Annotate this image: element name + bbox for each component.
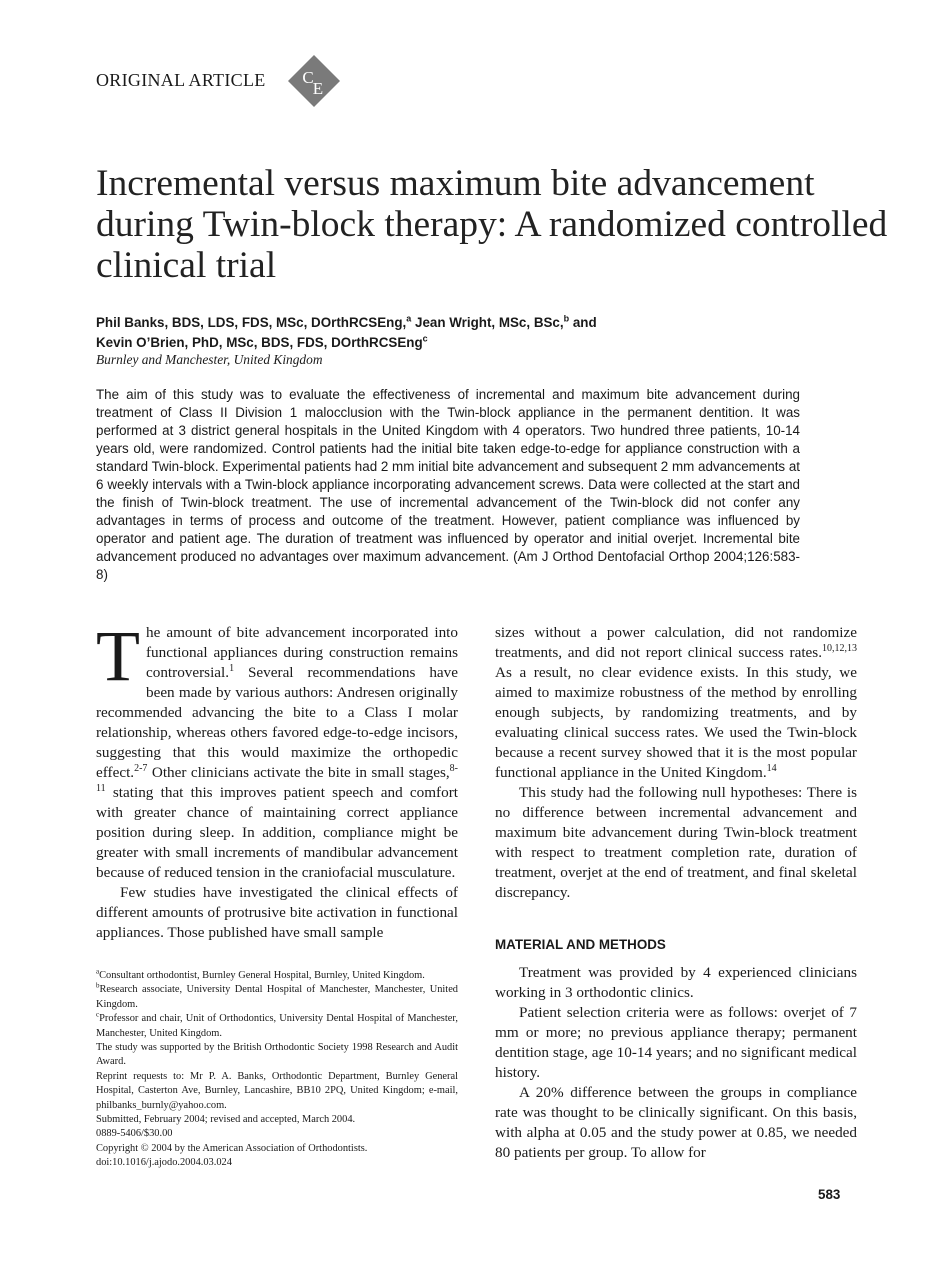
body-paragraph: This study had the following null hypotheses: There is no difference between incremental advancement and maximum bite advancement during Twin-block treatment with respect to treatment completion rate, duration of treatment, overjet at the end of treatment, and final skeletal discrepancy. bbox=[495, 784, 857, 901]
footnote-issn: 0889-5406/$30.00 bbox=[96, 1128, 173, 1140]
continuing-education-badge-icon bbox=[287, 54, 341, 108]
author-list bbox=[96, 313, 876, 353]
author-location: Burnley and Manchester, United Kingdom bbox=[96, 352, 323, 367]
body-paragraph: The amount of bite advancement incorporated into functional appliances during construction remains controversial.$^1$ Several recommendations have been made by various authors: Andresen originally recommended advancing the bite to a Class I molar relationship, whereas others favored edge-to-edge incisors, suggesting that this would maximize the orthopedic effect.$^{2-7}$ Other clinicians activate the bite in small stages,$^{8-11}$ stating that this improves patient speech and comfort with greater chance of maintaining correct appliance position during sleep. In addition, compliance might be greater with small increments of mandibular advancement because of reduced tension in the craniofacial musculature. bbox=[96, 616, 458, 881]
footnotes bbox=[96, 969, 458, 1171]
footnote-reprint: Reprint requests to: Mr P. A. Banks, Orthodontic Department, Burnley General Hospital, Casterton Ave, Burnley, Lancashire, BB10 2PQ, United Kingdom; e-mail, philbanks_burnly@yahoo.com. bbox=[96, 1070, 458, 1111]
citation: 14 bbox=[766, 762, 777, 774]
body-paragraph: A 20% difference between the groups in compliance rate was thought to be clinically significant. On this basis, with alpha at 0.05 and the study power at 0.85, we needed 80 patients per group. To allow for bbox=[495, 1084, 857, 1161]
author-affiliation-mark: c bbox=[422, 333, 428, 344]
author-name: Kevin O’Brien, PhD, MSc, BDS, FDS, DOrthRCSEng bbox=[96, 335, 423, 350]
footnote-affiliation: $^c$Professor and chair, Unit of Orthodontics, University Dental Hospital of Manchester, Manchester, United Kingdom. bbox=[96, 1010, 458, 1039]
citation: 8-11 bbox=[96, 762, 458, 794]
body-column-left bbox=[96, 616, 458, 943]
footnote-doi: doi:10.1016/j.ajodo.2004.03.024 bbox=[96, 1157, 232, 1169]
footnote-affiliation: $^a$Consultant orthodontist, Burnley General Hospital, Burnley, United Kingdom. bbox=[96, 967, 425, 981]
author-conjunction: and bbox=[572, 315, 597, 330]
body-paragraph: Few studies have investigated the clinical effects of different amounts of protrusive bite activation in functional appliances. Those published have small sample bbox=[96, 884, 458, 941]
drop-cap: T bbox=[96, 616, 140, 696]
ce-badge-letter-c: C bbox=[302, 68, 314, 87]
citation: 2-7 bbox=[134, 762, 148, 774]
body-paragraph: Treatment was provided by 4 experienced clinicians working in 3 orthodontic clinics. bbox=[495, 964, 857, 1001]
body-paragraph: Patient selection criteria were as follows: overjet of 7 mm or more; no previous appliance therapy; permanent dentition stage, age 10-14 years; and no significant medical history. bbox=[495, 1004, 857, 1081]
citation: 10,12,13 bbox=[822, 642, 857, 654]
article-title: Incremental versus maximum bite advancement during Twin-block therapy: A randomized controlled clinical trial bbox=[96, 163, 888, 286]
author-affiliation-mark: a bbox=[406, 313, 412, 324]
footnote-funding: The study was supported by the British Orthodontic Society 1998 Research and Audit Award. bbox=[96, 1042, 458, 1068]
footnote-submitted: Submitted, February 2004; revised and accepted, March 2004. bbox=[96, 1114, 356, 1126]
citation: 1 bbox=[229, 662, 235, 674]
author-name: Jean Wright, MSc, BSc, bbox=[415, 315, 564, 330]
abstract: The aim of this study was to evaluate the effectiveness of incremental and maximum bite advancement during treatment of Class II Division 1 malocclusion with the Twin-block appliance in the permanent dentition. It was performed at 3 district general hospitals in the United Kingdom with 4 operators. Two hundred three patients, 10-14 years old, were randomized. Control patients had the initial bite taken edge-to-edge for appliance construction with a standard Twin-block. Experimental patients had 2 mm initial bite advancement and subsequent 2 mm advancements at 6 weekly intervals with a Twin-block appliance incorporating advancement screws. Data were collected at the start and the finish of Twin-block treatment. The use of incremental advancement of the Twin-block did not confer any advantages in terms of process and outcome of the treatment. However, patient compliance was influenced by operator and patient age. The duration of treatment was influenced by operator and initial overjet. Incremental bite advancement produced no advantages over maximum advancement. (Am J Orthod Dentofacial Orthop 2004;126:583-8) bbox=[96, 387, 800, 582]
body-column-right bbox=[495, 623, 857, 1163]
section-heading: MATERIAL AND METHODS bbox=[495, 937, 666, 952]
page-number: 583 bbox=[818, 1187, 841, 1202]
footnote-copyright: Copyright © 2004 by the American Association of Orthodontists. bbox=[96, 1142, 368, 1154]
section-label: ORIGINAL ARTICLE bbox=[96, 70, 266, 90]
ce-badge-letter-e: E bbox=[312, 79, 324, 98]
body-paragraph: sizes without a power calculation, did not randomize treatments, and did not report clinical success rates.$^{10,12,13}$ As a result, no clear evidence exists. In this study, we aimed to maximize robustness of the method by enrolling enough subjects, by randomizing treatments, and by evaluating clinical success rates. We used the Twin-block because a recent survey showed that it is the most popular functional appliance in the United Kingdom.$^{14}$ bbox=[495, 624, 857, 781]
footnote-affiliation: $^b$Research associate, University Dental Hospital of Manchester, Manchester, United Kingdom. bbox=[96, 981, 458, 1010]
author-name: Phil Banks, BDS, LDS, FDS, MSc, DOrthRCSEng, bbox=[96, 315, 407, 330]
author-affiliation-mark: b bbox=[563, 313, 570, 324]
